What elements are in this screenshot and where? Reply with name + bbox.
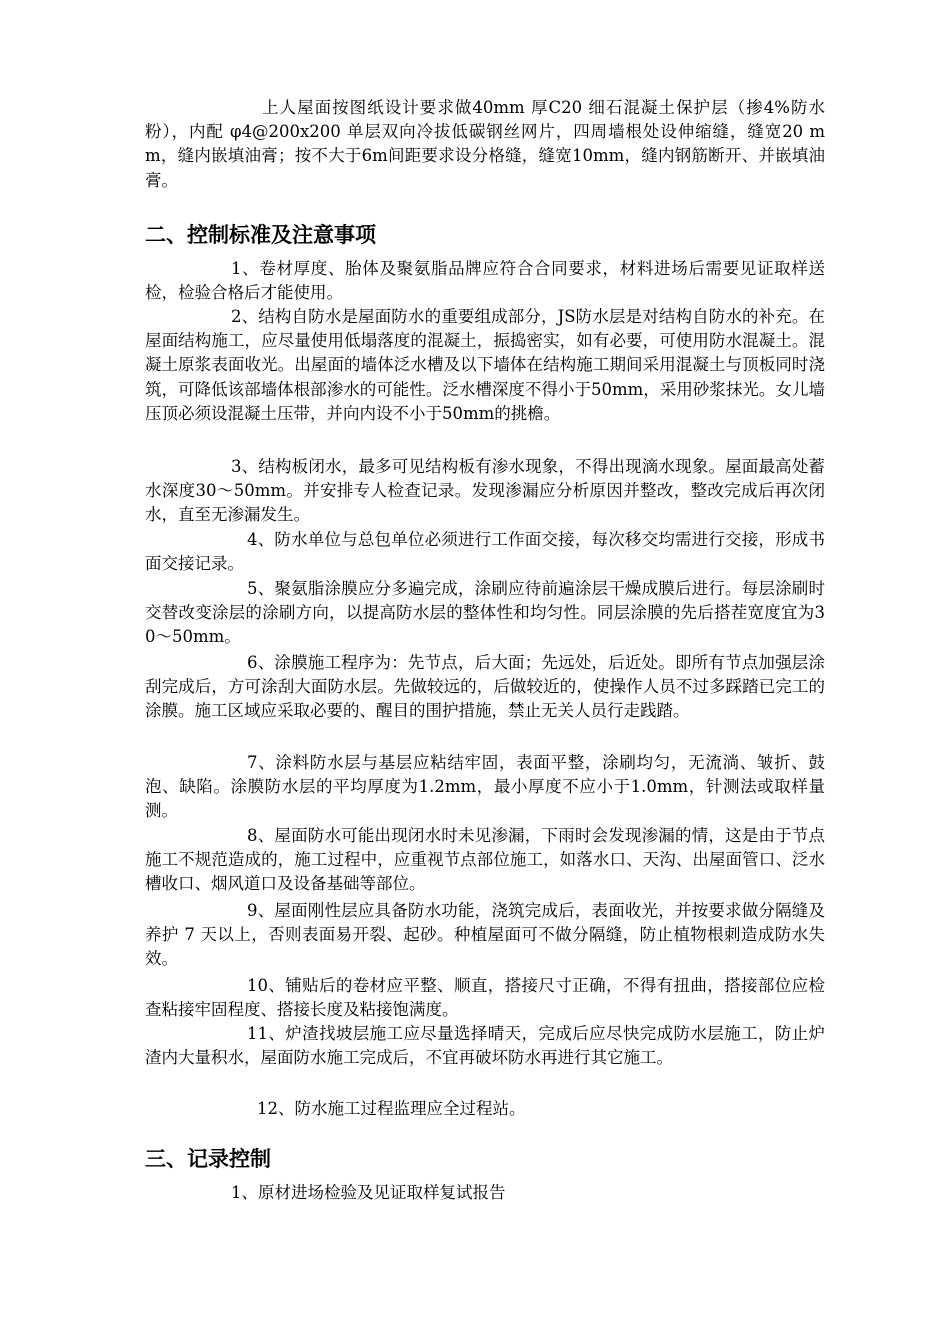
record-item-1: 1、原材进场检验及见证取样复试报告	[231, 1183, 506, 1202]
item-5: 5、聚氨脂涂膜应分多遍完成，涂刷应待前遍涂层干燥成膜后进行。每层涂刷时交替改变涂层的涂刷方向，以提高防水层的整体性和均匀性。同层涂膜的先后搭茬宽度宜为30～50mm。	[145, 579, 825, 647]
item-6: 6、涂膜施工程序为：先节点，后大面；先远处，后近处。即所有节点加强层涂刮完成后，方可涂刮大面防水层。先做较远的，后做较近的，使操作人员不过多踩踏已完工的涂膜。施工区域应采取必要的、醒目的围护措施，禁止无关人员行走践踏。	[145, 653, 825, 721]
item-8: 8、屋面防水可能出现闭水时未见渗漏，下雨时会发现渗漏的情，这是由于节点施工不规范造成的，施工过程中，应重视节点部位施工，如落水口、天沟、出屋面管口、泛水槽收口、烟风道口及设备基础等部位。	[145, 826, 825, 894]
item-9: 9、屋面刚性层应具备防水功能，浇筑完成后，表面收光，并按要求做分隔缝及养护 7 天以上，否则表面易开裂、起砂。种植屋面可不做分隔缝，防止植物根刺造成防水失效。	[145, 901, 825, 969]
item-7: 7、涂料防水层与基层应粘结牢固，表面平整，涂刷均匀，无流淌、皱折、鼓泡、缺陷。涂膜防水层的平均厚度为1.2mm，最小厚度不应小于1.0mm，针测法或取样量测。	[145, 753, 825, 821]
item-4: 4、防水单位与总包单位必须进行工作面交接，每次移交均需进行交接，形成书面交接记录。	[145, 530, 825, 574]
item-10: 10、铺贴后的卷材应平整、顺直，搭接尺寸正确，不得有扭曲，搭接部位应检查粘接牢固程度、搭接长度及粘接饱满度。	[145, 976, 825, 1020]
section-2-heading: 二、控制标准及注意事项	[145, 223, 376, 247]
item-11: 11、炉渣找坡层施工应尽量选择晴天，完成后应尽快完成防水层施工，防止炉渣内大量积水，屋面防水施工完成后，不宜再破坏防水再进行其它施工。	[145, 1024, 825, 1068]
item-3: 3、结构板闭水，最多可见结构板有渗水现象，不得出现滴水现象。屋面最高处蓄水深度30～50mm。并安排专人检查记录。发现渗漏应分析原因并整改，整改完成后再次闭水，直至无渗漏发生。	[145, 457, 825, 525]
section-3-heading: 三、记录控制	[145, 1147, 271, 1171]
item-12: 12、防水施工过程监理应全过程站。	[257, 1099, 526, 1118]
intro-paragraph: 上人屋面按图纸设计要求做40mm 厚C20 细石混凝土保护层（掺4%防水粉），内配 φ4@200x200 单层双向冷拔低碳钢丝网片，四周墙根处设伸缩缝，缝宽20 mm，缝内嵌填油膏；按不大于6m间距要求设分格缝，缝宽10mm，缝内钢筋断开、并嵌填油膏。	[145, 98, 825, 190]
item-1: 1、卷材厚度、胎体及聚氨脂品牌应符合合同要求，材料进场后需要见证取样送检，检验合格后才能使用。	[145, 259, 825, 303]
item-2: 2、结构自防水是屋面防水的重要组成部分，JS防水层是对结构自防水的补充。在屋面结构施工，应尽量使用低塌落度的混凝土，振捣密实，如有必要，可使用防水混凝土。混凝土原浆表面收光。出屋面的墙体泛水槽及以下墙体在结构施工期间采用混凝土与顶板同时浇筑，可降低该部墙体根部渗水的可能性。泛水槽深度不得小于50mm，采用砂浆抹光。女儿墙压顶必须设混凝土压带，并向内设不小于50mm的挑檐。	[145, 307, 825, 423]
